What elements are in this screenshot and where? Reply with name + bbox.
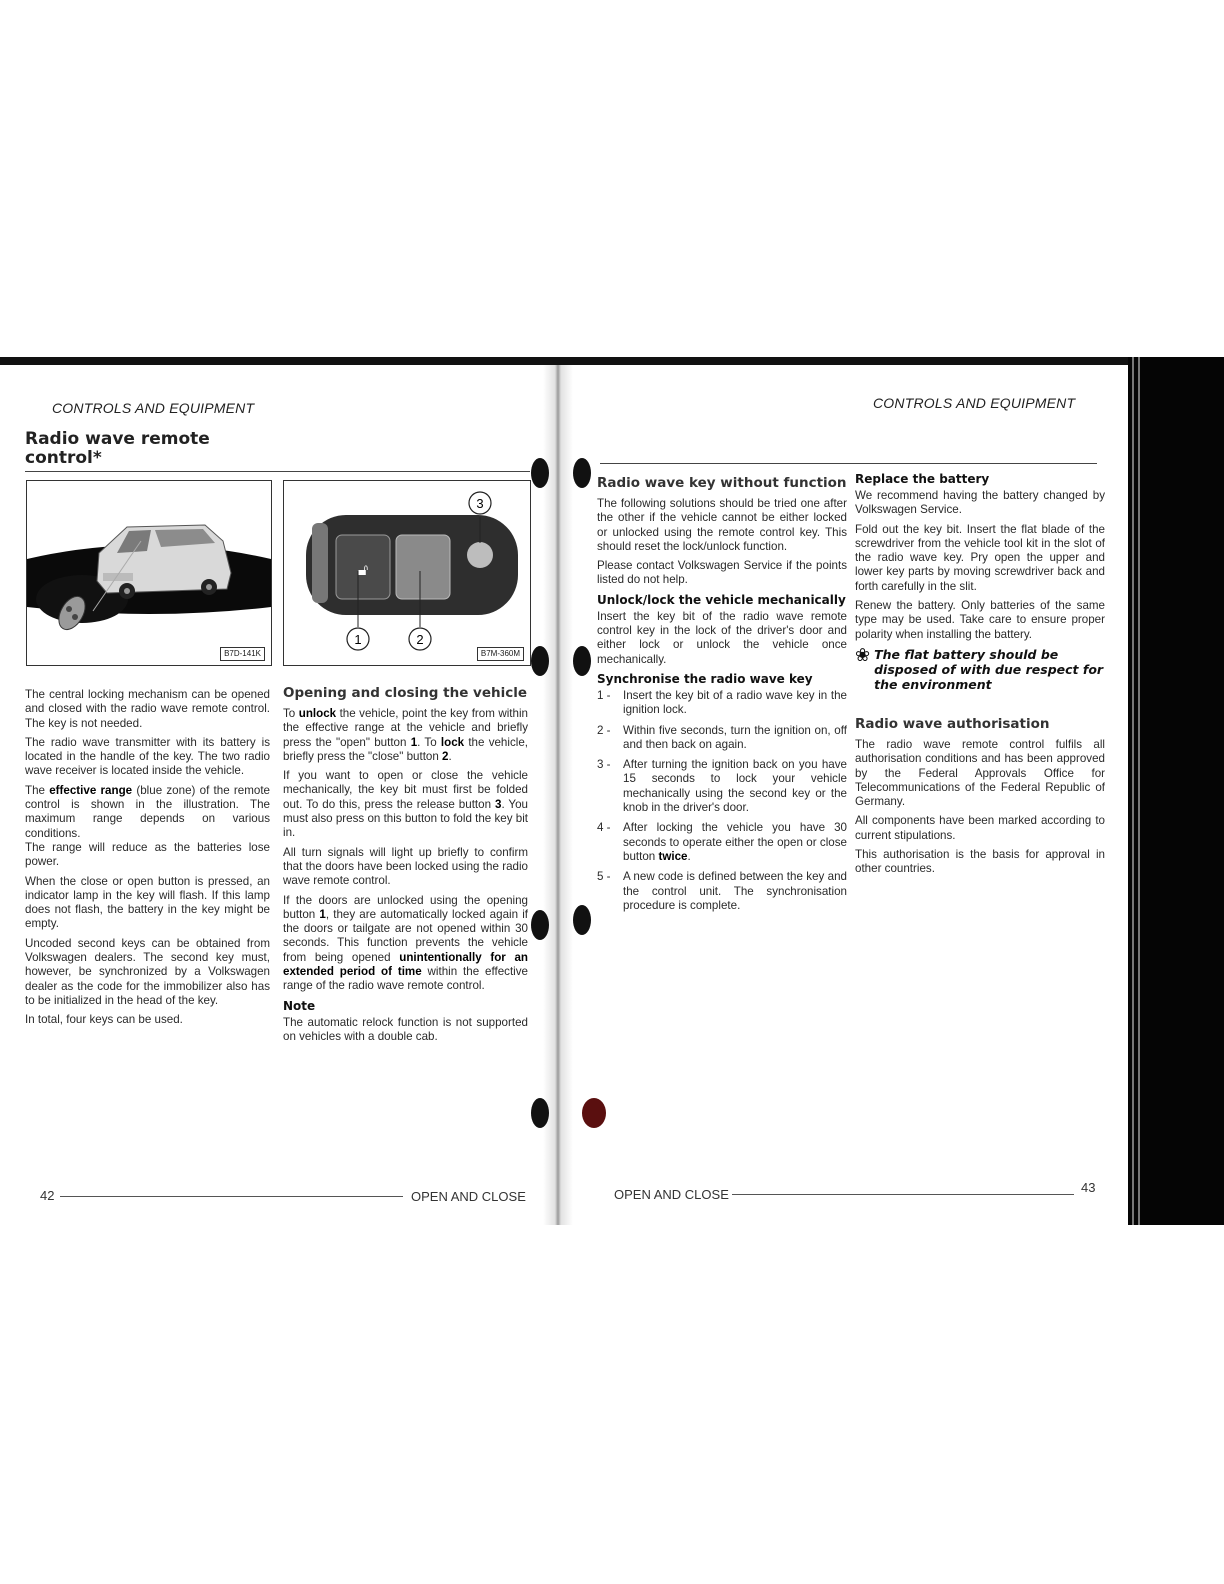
key-buttons-illustration xyxy=(284,481,530,665)
paragraph: Renew the battery. Only batteries of the same type may be used. Take care to ensure proper polarity when installing the battery. xyxy=(855,599,1105,641)
subheading-battery: Replace the battery xyxy=(855,472,990,486)
paragraph: If the doors are unlocked using the opening button 1, they are automatically locked again if the doors or tailgate are not opened within 30 seconds. This function prevents the vehicle from being opened unintentionally for an extended period of time within the effective range of the radio wave remote control. xyxy=(283,893,529,993)
paragraph: The radio wave remote control fulfils all authorisation conditions and has been approved by the Federal Approvals Office for Telecommunications of the Federal Republic of Germany. xyxy=(855,737,1105,809)
spine-tab xyxy=(573,646,591,676)
environment-note: ❀ The flat battery should be disposed of with due respect for the environment xyxy=(855,644,1104,692)
list-item: 3 - After turning the ignition back on you have 15 seconds to lock your vehicle mechanically using the second key or the knob in the driver's door. xyxy=(597,758,847,815)
paragraph: When the close or open button is pressed, an indicator lamp in the key will flash. If this lamp does not flash, the battery in the key might be empty. xyxy=(25,874,270,931)
scan-right-edge xyxy=(1128,357,1224,1225)
list-item: 4 - After locking the vehicle you have 30 seconds to operate either the open or close button twice. xyxy=(597,821,847,863)
sync-steps xyxy=(597,689,847,913)
page-number-left: 42 xyxy=(40,1188,55,1203)
footer-rule xyxy=(60,1196,403,1197)
footer-title-right: OPEN AND CLOSE xyxy=(614,1187,729,1202)
callout-3-label: 3 xyxy=(476,496,484,511)
spine-tab xyxy=(582,1098,606,1128)
note-heading: Note xyxy=(283,998,316,1013)
subsection-heading: Radio wave key without function xyxy=(597,475,847,491)
page-number-right: 43 xyxy=(1081,1180,1096,1195)
section-rule xyxy=(600,463,1097,464)
paragraph: Insert the key bit of the radio wave remote control key in the lock of the driver's door and either lock or unlock the vehicle once mechanically. xyxy=(597,609,847,666)
scan-top-band xyxy=(0,357,1224,365)
paragraph: The following solutions should be tried one after the other if the vehicle cannot be either locked or unlocked using the remote control key. This should reset the lock/unlock function. xyxy=(597,497,847,553)
right-column-1 xyxy=(597,475,847,919)
figure-key-buttons xyxy=(283,480,531,666)
book-spine xyxy=(543,365,573,1225)
paragraph: All turn signals will light up briefly to confirm that the doors have been locked using the radio wave remote control. xyxy=(283,845,528,888)
subsection-heading: Radio wave authorisation xyxy=(855,715,1050,732)
unlock-symbol-icon: 🔓︎ xyxy=(357,560,369,579)
spine-tab xyxy=(531,458,549,488)
subheading-sync: Synchronise the radio wave key xyxy=(597,671,813,686)
van-range-illustration xyxy=(27,481,271,665)
paragraph: This authorisation is the basis for approval in other countries. xyxy=(855,848,1105,876)
page-header-right: CONTROLS AND EQUIPMENT xyxy=(873,395,1076,411)
note-text: The automatic relock function is not supported on vehicles with a double cab. xyxy=(283,1015,528,1043)
right-column-2 xyxy=(855,472,1105,882)
paragraph: All components have been marked according to current stipulations. xyxy=(855,814,1105,842)
subsection-heading: Opening and closing the vehicle xyxy=(283,685,528,701)
footer-rule xyxy=(732,1194,1074,1195)
list-item: 2 - Within five seconds, turn the ignition on, off and then back on again. xyxy=(597,723,847,751)
paragraph: The radio wave transmitter with its battery is located in the handle of the key. The two radio wave receiver is located inside the vehicle. xyxy=(25,735,270,778)
callout-1-label: 1 xyxy=(354,632,362,647)
paragraph: If you want to open or close the vehicle mechanically, the key bit must first be folded out. To do this, press the release button 3. You must also press on this button to fold the key bit in. xyxy=(283,769,528,840)
paragraph: The effective range (blue zone) of the remote control is shown in the illustration. The maximum range depends on various conditions. xyxy=(25,783,270,840)
left-column-2 xyxy=(283,685,528,1049)
callout-2-label: 2 xyxy=(416,632,424,647)
paragraph: To unlock the vehicle, point the key from within the effective range at the vehicle and briefly press the "open" button 1. To lock the vehicle, briefly press the "close" button 2. xyxy=(283,707,529,763)
subheading-unlock: Unlock/lock the vehicle mechanically xyxy=(597,592,846,607)
left-column-1 xyxy=(25,688,270,1033)
figure-code: B7D-141K xyxy=(220,647,265,661)
paragraph: The range will reduce as the batteries lose power. xyxy=(25,840,270,869)
list-item: 1 - Insert the key bit of a radio wave key in the ignition lock. xyxy=(597,688,847,717)
spine-tab xyxy=(531,910,549,940)
page-header-left: CONTROLS AND EQUIPMENT xyxy=(52,400,255,416)
footer-title-left: OPEN AND CLOSE xyxy=(411,1189,526,1204)
spine-tab xyxy=(531,1098,549,1128)
paragraph: The central locking mechanism can be opened and closed with the radio wave remote control. The key is not needed. xyxy=(25,688,270,730)
paragraph: In total, four keys can be used. xyxy=(25,1013,183,1027)
figure-van-range xyxy=(26,480,272,666)
figure-code: B7M-360M xyxy=(477,647,524,661)
spine-tab xyxy=(531,646,549,676)
paragraph: We recommend having the battery changed by Volkswagen Service. xyxy=(855,489,1105,517)
spine-tab xyxy=(573,905,591,935)
spine-tab xyxy=(573,458,591,488)
section-rule xyxy=(25,471,530,472)
paragraph: Fold out the key bit. Insert the flat blade of the screwdriver from the vehicle tool kit in the slot of the radio wave key. Pry open the upper and lower key parts by moving screwdriver back and forth carefully in the slit. xyxy=(855,522,1105,593)
paragraph: Uncoded second keys can be obtained from Volkswagen dealers. The second key must, however, be synchronized by a Volkswagen dealer as the code for the immobilizer also has to be initialized in the head of the key. xyxy=(25,936,270,1007)
environment-icon: ❀ xyxy=(855,644,871,666)
paragraph: Please contact Volkswagen Service if the points listed do not help. xyxy=(597,559,847,587)
list-item: 5 - A new code is defined between the key and the control unit. The synchronisation procedure is complete. xyxy=(597,870,847,912)
section-title: Radio wave remote control* xyxy=(25,429,210,468)
